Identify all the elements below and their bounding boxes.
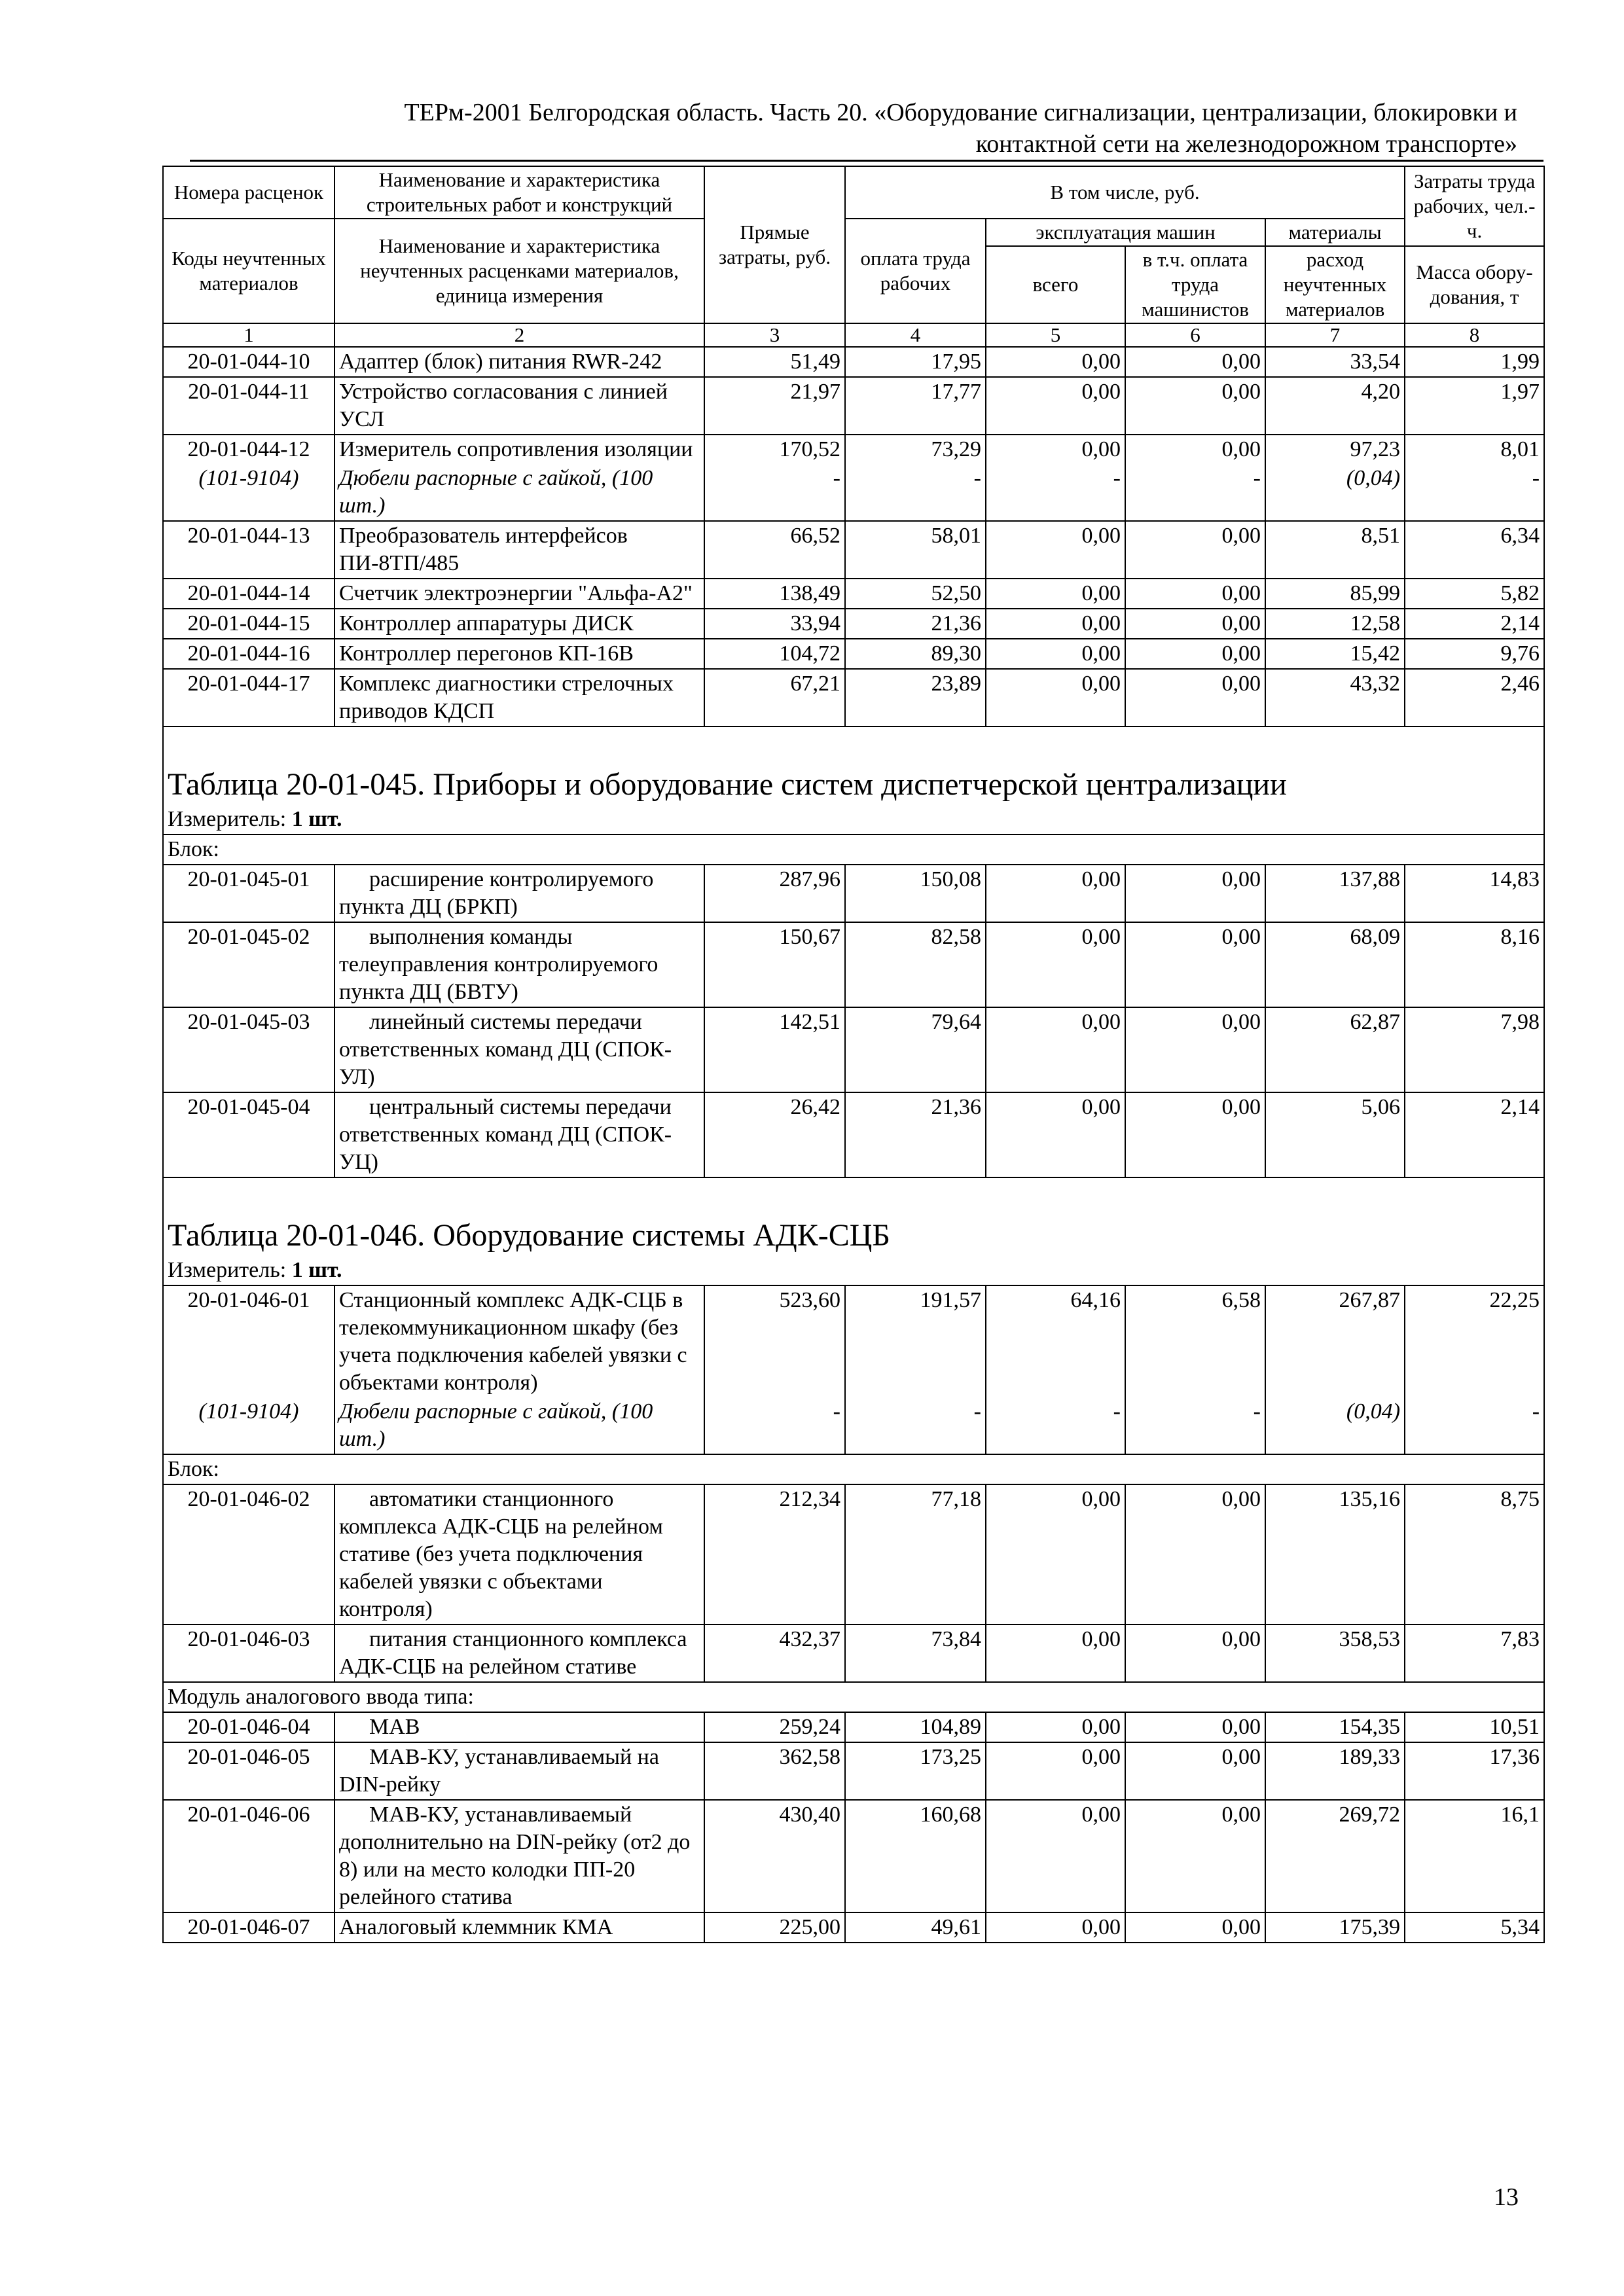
table-row [163, 639, 1544, 669]
rate-code: 20-01-046-06 [163, 1800, 334, 1912]
direct-cost: 259,24 [704, 1712, 845, 1742]
rate-name: Аналоговый клеммник КМА [334, 1912, 704, 1943]
materials-cost: 12,58 [1265, 609, 1405, 639]
labor-hours: 6,34 [1405, 521, 1544, 579]
table-row [163, 922, 1544, 1007]
dash-cell: - [845, 464, 986, 521]
header-wages: оплата труда рабочих [845, 219, 986, 323]
machines-cost: 0,00 [986, 435, 1125, 464]
machines-cost: 0,00 [986, 347, 1125, 377]
materials-cost: 154,35 [1265, 1712, 1405, 1742]
wages-cost: 49,61 [845, 1912, 986, 1943]
group-label-row [163, 1682, 1544, 1712]
machinist-wages: 0,00 [1125, 1800, 1265, 1912]
machines-cost: 0,00 [986, 865, 1125, 922]
measure-unit [163, 805, 1544, 834]
rate-name-text: линейный системы передачи ответственных команд ДЦ (СПОК-УЛ) [339, 1010, 672, 1089]
header-rule [190, 160, 1543, 162]
material-row [163, 464, 1544, 521]
direct-cost: 287,96 [704, 865, 845, 922]
labor-hours: 2,14 [1405, 609, 1544, 639]
machines-cost: 0,00 [986, 521, 1125, 579]
rate-code: 20-01-046-03 [163, 1624, 334, 1682]
group-label: Модуль аналогового ввода типа: [163, 1682, 1544, 1712]
dash-cell: - [704, 464, 845, 521]
machines-cost: 0,00 [986, 579, 1125, 609]
group-label: Блок: [163, 834, 1544, 865]
table-row [163, 377, 1544, 435]
section-title: Таблица 20-01-045. Приборы и оборудование систем диспетчерской централизации [163, 764, 1544, 805]
header-machines-total: всего [986, 246, 1125, 323]
labor-hours: 22,25 [1405, 1285, 1544, 1397]
rate-code: 20-01-044-13 [163, 521, 334, 579]
header-material-codes: Коды неучтенных материалов [163, 219, 334, 323]
dash-cell: - [845, 1397, 986, 1454]
direct-cost: 225,00 [704, 1912, 845, 1943]
direct-cost: 21,97 [704, 377, 845, 435]
direct-cost: 104,72 [704, 639, 845, 669]
rate-name-text: автоматики станционного комплекса АДК-СЦБ на релейном стативе (без учета подключения кабелей увязки с объектами контроля) [339, 1487, 663, 1621]
table-header-row [163, 219, 1544, 246]
direct-cost: 362,58 [704, 1742, 845, 1800]
direct-cost: 142,51 [704, 1007, 845, 1092]
section-title: Таблица 20-01-046. Оборудование системы АДК-СЦБ [163, 1215, 1544, 1256]
table-row [163, 1624, 1544, 1682]
materials-cost: 358,53 [1265, 1624, 1405, 1682]
materials-cost: 175,39 [1265, 1912, 1405, 1943]
header-material-names: Наименование и характеристика неучтенных расценками материалов, единица измерения [334, 219, 704, 323]
machines-cost: 0,00 [986, 1800, 1125, 1912]
rate-name [334, 1484, 704, 1624]
rate-code: 20-01-046-01 [163, 1285, 334, 1397]
rate-name [334, 1800, 704, 1912]
machinist-wages: 0,00 [1125, 865, 1265, 922]
table-row [163, 1712, 1544, 1742]
rate-code: 20-01-044-15 [163, 609, 334, 639]
wages-cost: 77,18 [845, 1484, 986, 1624]
materials-cost: 33,54 [1265, 347, 1405, 377]
table-row [163, 865, 1544, 922]
rate-code: 20-01-044-17 [163, 669, 334, 726]
rate-name: Контроллер перегонов КП-16В [334, 639, 704, 669]
rate-code: 20-01-044-10 [163, 347, 334, 377]
machinist-wages: 0,00 [1125, 1092, 1265, 1177]
labor-hours: 10,51 [1405, 1712, 1544, 1742]
machinist-wages: 0,00 [1125, 347, 1265, 377]
rate-name-text: расширение контролируемого пункта ДЦ (БРКП) [339, 867, 654, 919]
section-title-row [163, 764, 1544, 805]
materials-cost: 137,88 [1265, 865, 1405, 922]
machines-cost: 0,00 [986, 1484, 1125, 1624]
labor-hours: 17,36 [1405, 1742, 1544, 1800]
machinist-wages: 0,00 [1125, 1624, 1265, 1682]
header-line-2: контактной сети на железнодорожном транспорте» [975, 130, 1517, 158]
section-gap [163, 1177, 1544, 1215]
header-codes: Номера расценок [163, 166, 334, 219]
dash-cell: - [986, 464, 1125, 521]
wages-cost: 79,64 [845, 1007, 986, 1092]
machinist-wages: 0,00 [1125, 922, 1265, 1007]
direct-cost: 33,94 [704, 609, 845, 639]
dash-cell: - [986, 1397, 1125, 1454]
material-usage: (0,04) [1265, 1397, 1405, 1454]
materials-cost: 15,42 [1265, 639, 1405, 669]
measure-unit-row [163, 1256, 1544, 1285]
table-row [163, 347, 1544, 377]
labor-hours: 5,82 [1405, 579, 1544, 609]
dash-cell: - [1405, 464, 1544, 521]
labor-hours: 2,46 [1405, 669, 1544, 726]
machines-cost: 64,16 [986, 1285, 1125, 1397]
direct-cost: 432,37 [704, 1624, 845, 1682]
header-direct-costs: Прямые затраты, руб. [704, 166, 845, 323]
labor-hours: 9,76 [1405, 639, 1544, 669]
wages-cost: 23,89 [845, 669, 986, 726]
machines-cost: 0,00 [986, 639, 1125, 669]
group-label: Блок: [163, 1454, 1544, 1484]
dash-cell: - [1405, 1397, 1544, 1454]
document-header [164, 97, 1517, 160]
machines-cost: 0,00 [986, 1912, 1125, 1943]
labor-hours: 2,14 [1405, 1092, 1544, 1177]
machinist-wages: 0,00 [1125, 521, 1265, 579]
wages-cost: 150,08 [845, 865, 986, 922]
rate-name: Комплекс диагностики стрелочных приводов КДСП [334, 669, 704, 726]
machines-cost: 0,00 [986, 669, 1125, 726]
wages-cost: 73,29 [845, 435, 986, 464]
section-gap [163, 726, 1544, 764]
rate-name [334, 1007, 704, 1092]
direct-cost: 51,49 [704, 347, 845, 377]
measure-label: Измеритель: [168, 1258, 287, 1282]
section-gap-row [163, 1177, 1544, 1215]
direct-cost: 170,52 [704, 435, 845, 464]
rates-table [162, 166, 1545, 1943]
machinist-wages: 0,00 [1125, 1007, 1265, 1092]
materials-cost: 269,72 [1265, 1800, 1405, 1912]
measure-unit-row [163, 805, 1544, 834]
machines-cost: 0,00 [986, 1092, 1125, 1177]
table-row [163, 1800, 1544, 1912]
column-numbers-row [163, 323, 1544, 347]
rate-name [334, 1742, 704, 1800]
material-name: Дюбели распорные с гайкой, (100 шт.) [334, 464, 704, 521]
table-row [163, 1092, 1544, 1177]
measure-value: 1 шт. [291, 1258, 342, 1282]
machinist-wages: 0,00 [1125, 435, 1265, 464]
labor-hours: 16,1 [1405, 1800, 1544, 1912]
materials-cost: 85,99 [1265, 579, 1405, 609]
header-including: В том числе, руб. [845, 166, 1405, 219]
material-code: (101-9104) [163, 464, 334, 521]
dash-cell: - [1125, 1397, 1265, 1454]
machinist-wages: 0,00 [1125, 579, 1265, 609]
measure-value: 1 шт. [291, 807, 342, 831]
table-row [163, 669, 1544, 726]
direct-cost: 150,67 [704, 922, 845, 1007]
table-row [163, 1007, 1544, 1092]
rate-name-text: центральный системы передачи ответственных команд ДЦ (СПОК-УЦ) [339, 1095, 672, 1174]
column-number: 4 [845, 323, 986, 347]
table-row [163, 435, 1544, 464]
table-row [163, 521, 1544, 579]
header-labor: Затраты труда рабочих, чел.-ч. [1405, 166, 1544, 246]
wages-cost: 173,25 [845, 1742, 986, 1800]
rate-code: 20-01-046-04 [163, 1712, 334, 1742]
rate-code: 20-01-045-03 [163, 1007, 334, 1092]
header-machines: эксплуатация машин [986, 219, 1265, 246]
wages-cost: 21,36 [845, 1092, 986, 1177]
rate-name-text: выполнения команды телеуправления контролируемого пункта ДЦ (БВТУ) [339, 925, 659, 1004]
wages-cost: 104,89 [845, 1712, 986, 1742]
column-number: 1 [163, 323, 334, 347]
direct-cost: 67,21 [704, 669, 845, 726]
labor-hours: 14,83 [1405, 865, 1544, 922]
header-mass: Масса обору-дования, т [1405, 246, 1544, 323]
rate-code: 20-01-044-11 [163, 377, 334, 435]
column-number: 8 [1405, 323, 1544, 347]
direct-cost: 138,49 [704, 579, 845, 609]
rate-name-text: питания станционного комплекса АДК-СЦБ на релейном стативе [339, 1627, 687, 1679]
wages-cost: 160,68 [845, 1800, 986, 1912]
dash-cell: - [1125, 464, 1265, 521]
wages-cost: 89,30 [845, 639, 986, 669]
rate-code: 20-01-044-16 [163, 639, 334, 669]
rate-code: 20-01-045-01 [163, 865, 334, 922]
wages-cost: 21,36 [845, 609, 986, 639]
materials-cost: 135,16 [1265, 1484, 1405, 1624]
table-row [163, 1912, 1544, 1943]
page-number: 13 [1494, 2183, 1519, 2211]
labor-hours: 8,16 [1405, 922, 1544, 1007]
rate-name: Контроллер аппаратуры ДИСК [334, 609, 704, 639]
table-row [163, 1285, 1544, 1397]
labor-hours: 1,97 [1405, 377, 1544, 435]
machinist-wages: 0,00 [1125, 669, 1265, 726]
wages-cost: 52,50 [845, 579, 986, 609]
machinist-wages: 0,00 [1125, 1912, 1265, 1943]
wages-cost: 17,95 [845, 347, 986, 377]
materials-cost: 8,51 [1265, 521, 1405, 579]
material-name: Дюбели распорные с гайкой, (100 шт.) [334, 1397, 704, 1454]
header-machines-wages: в т.ч. оплата труда машинистов [1125, 246, 1265, 323]
materials-cost: 43,32 [1265, 669, 1405, 726]
section-title-row [163, 1215, 1544, 1256]
machinist-wages: 0,00 [1125, 1484, 1265, 1624]
rate-name: Адаптер (блок) питания RWR-242 [334, 347, 704, 377]
machines-cost: 0,00 [986, 1742, 1125, 1800]
machines-cost: 0,00 [986, 922, 1125, 1007]
rate-code: 20-01-046-02 [163, 1484, 334, 1624]
machines-cost: 0,00 [986, 377, 1125, 435]
labor-hours: 7,98 [1405, 1007, 1544, 1092]
labor-hours: 7,83 [1405, 1624, 1544, 1682]
material-row [163, 1397, 1544, 1454]
header-names: Наименование и характеристика строительных работ и конструкций [334, 166, 704, 219]
measure-label: Измеритель: [168, 807, 287, 831]
rate-code: 20-01-046-07 [163, 1912, 334, 1943]
direct-cost: 26,42 [704, 1092, 845, 1177]
column-number: 7 [1265, 323, 1405, 347]
machines-cost: 0,00 [986, 1712, 1125, 1742]
header-materials: материалы [1265, 219, 1405, 246]
rate-code: 20-01-044-14 [163, 579, 334, 609]
rate-name: Устройство согласования с линией УСЛ [334, 377, 704, 435]
column-number: 5 [986, 323, 1125, 347]
table-row [163, 1484, 1544, 1624]
group-label-row [163, 1454, 1544, 1484]
machinist-wages: 0,00 [1125, 609, 1265, 639]
machinist-wages: 0,00 [1125, 1742, 1265, 1800]
labor-hours: 8,75 [1405, 1484, 1544, 1624]
machinist-wages: 0,00 [1125, 639, 1265, 669]
rate-code: 20-01-046-05 [163, 1742, 334, 1800]
direct-cost: 523,60 [704, 1285, 845, 1397]
section-gap-row [163, 726, 1544, 764]
direct-cost: 212,34 [704, 1484, 845, 1624]
materials-cost: 4,20 [1265, 377, 1405, 435]
rate-name [334, 1624, 704, 1682]
rate-name: Измеритель сопротивления изоляции [334, 435, 704, 464]
labor-hours: 5,34 [1405, 1912, 1544, 1943]
column-number: 6 [1125, 323, 1265, 347]
wages-cost: 82,58 [845, 922, 986, 1007]
machines-cost: 0,00 [986, 609, 1125, 639]
column-number: 2 [334, 323, 704, 347]
rate-name [334, 922, 704, 1007]
rate-name: Счетчик электроэнергии "Альфа-А2" [334, 579, 704, 609]
materials-cost: 62,87 [1265, 1007, 1405, 1092]
direct-cost: 66,52 [704, 521, 845, 579]
machines-cost: 0,00 [986, 1624, 1125, 1682]
materials-cost: 5,06 [1265, 1092, 1405, 1177]
rate-name-text: МАВ-КУ, устанавливаемый дополнительно на DIN-рейку (от2 до 8) или на место колодки ПП-20 релейного статива [339, 1803, 691, 1909]
machinist-wages: 0,00 [1125, 377, 1265, 435]
wages-cost: 17,77 [845, 377, 986, 435]
rate-name [334, 1712, 704, 1742]
wages-cost: 191,57 [845, 1285, 986, 1397]
labor-hours: 1,99 [1405, 347, 1544, 377]
rate-name: Преобразователь интерфейсов ПИ-8ТП/485 [334, 521, 704, 579]
machinist-wages: 0,00 [1125, 1712, 1265, 1742]
materials-cost: 267,87 [1265, 1285, 1405, 1397]
rate-code: 20-01-045-04 [163, 1092, 334, 1177]
table-row [163, 609, 1544, 639]
machines-cost: 0,00 [986, 1007, 1125, 1092]
rate-code: 20-01-044-12 [163, 435, 334, 464]
measure-unit [163, 1256, 1544, 1285]
header-line-1: ТЕРм-2001 Белгородская область. Часть 20. «Оборудование сигнализации, централизации, блокировки и [404, 99, 1517, 126]
column-number: 3 [704, 323, 845, 347]
rate-name [334, 1092, 704, 1177]
table-row [163, 1742, 1544, 1800]
rate-name [334, 865, 704, 922]
labor-hours: 8,01 [1405, 435, 1544, 464]
materials-cost: 68,09 [1265, 922, 1405, 1007]
rate-name-text: МАВ [369, 1715, 420, 1739]
rate-name-text: МАВ-КУ, устанавливаемый на DIN-рейку [339, 1745, 659, 1797]
rate-code: 20-01-045-02 [163, 922, 334, 1007]
materials-cost: 189,33 [1265, 1742, 1405, 1800]
rate-name: Станционный комплекс АДК-СЦБ в телекоммуникационном шкафу (без учета подключения кабелей увязки с объектами контроля) [334, 1285, 704, 1397]
table-header-row [163, 166, 1544, 219]
machinist-wages: 6,58 [1125, 1285, 1265, 1397]
direct-cost: 430,40 [704, 1800, 845, 1912]
material-code: (101-9104) [163, 1397, 334, 1454]
table-row [163, 579, 1544, 609]
header-materials-usage: расход неучтенных материалов [1265, 246, 1405, 323]
wages-cost: 73,84 [845, 1624, 986, 1682]
group-label-row [163, 834, 1544, 865]
dash-cell: - [704, 1397, 845, 1454]
material-usage: (0,04) [1265, 464, 1405, 521]
wages-cost: 58,01 [845, 521, 986, 579]
materials-cost: 97,23 [1265, 435, 1405, 464]
